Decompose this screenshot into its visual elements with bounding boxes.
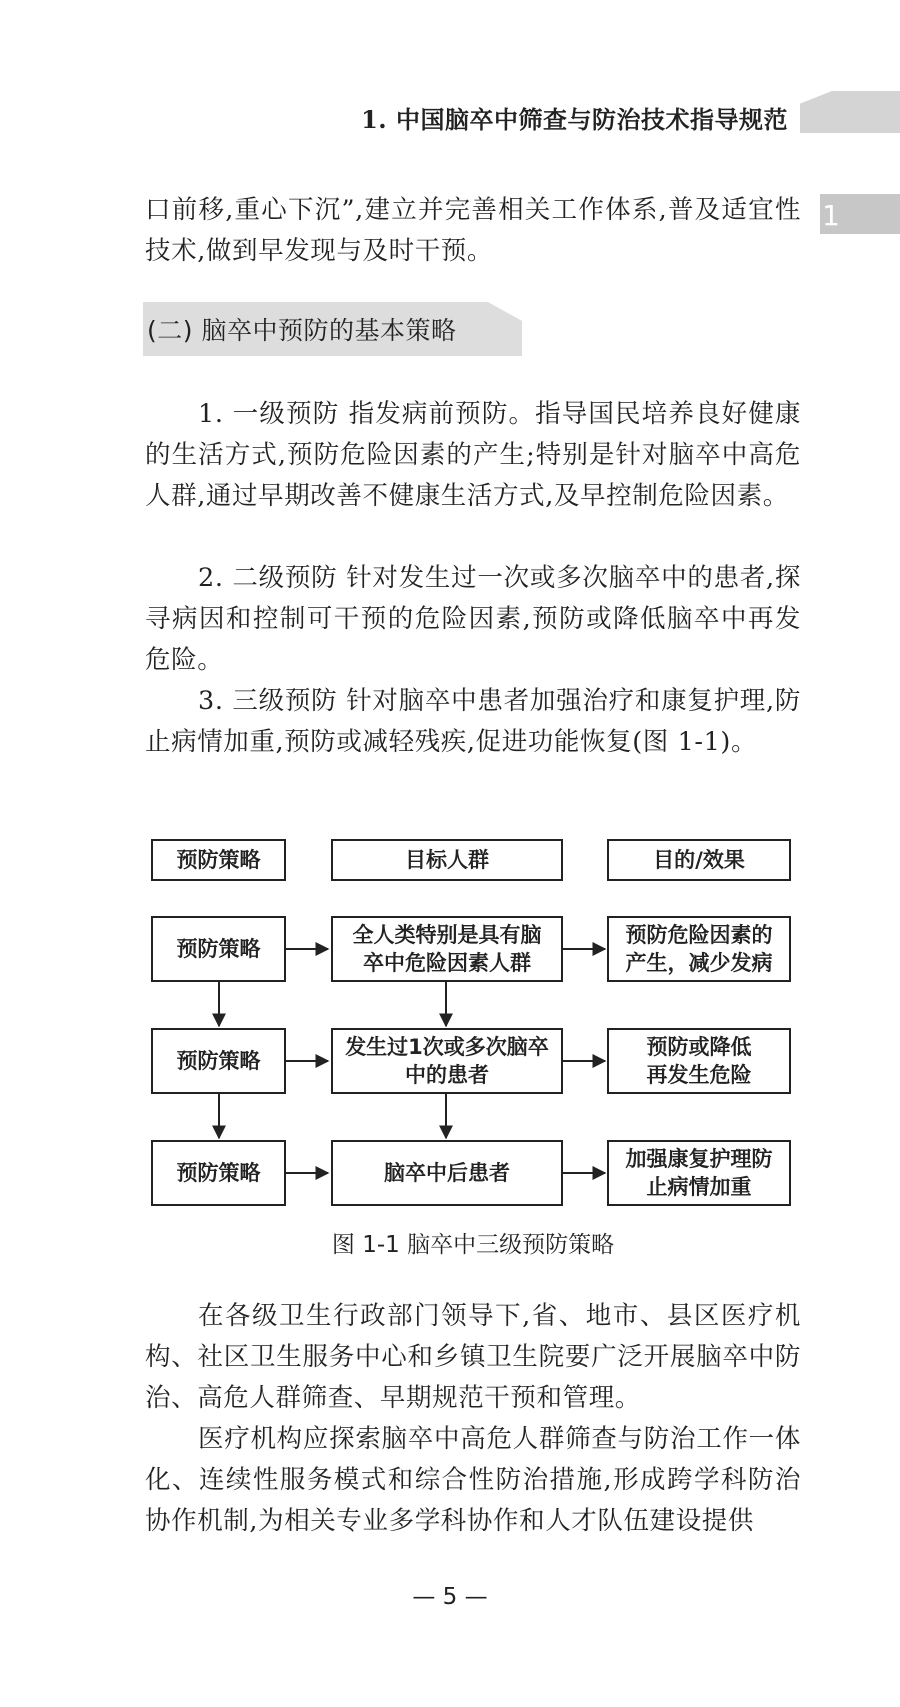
figure-caption: 图 1-1 脑卒中三级预防策略 [331,1232,615,1258]
strategy-box-row2: 预防策略 [151,1028,286,1094]
effect-box-row3: 加强康复护理防止病情加重 [607,1140,791,1206]
header-box-effect: 目的/效果 [607,839,791,881]
effect-box-row2: 预防或降低再发生危险 [607,1028,791,1094]
paragraph-administration: 在各级卫生行政部门领导下,省、地市、县区医疗机构、社区卫生服务中心和乡镇卫生院要广泛开展脑卒中防治、高危人群筛查、早期规范干预和管理。 [145,1301,801,1413]
header-box-strategy: 预防策略 [151,839,286,881]
paragraph-secondary-prevention: 2. 二级预防 针对发生过一次或多次脑卒中的患者,探寻病因和控制可干预的危险因素,预防或降低脑卒中再发危险。 [145,563,801,675]
target-box-row2: 发生过1次或多次脑卒中的患者 [331,1028,563,1094]
chapter-number: 1 [822,199,840,232]
paragraph-primary-prevention: 1. 一级预防 指发病前预防。指导国民培养良好健康的生活方式,预防危险因素的产生;特别是针对脑卒中高危人群,通过早期改善不健康生活方式,及早控制危险因素。 [145,399,801,511]
strategy-box-row3: 预防策略 [151,1140,286,1206]
header-box-target: 目标人群 [331,839,563,881]
paragraph-medical-institutions: 医疗机构应探索脑卒中高危人群筛查与防治工作一体化、连续性服务模式和综合性防治措施,形成跨学科防治协作机制,为相关专业多学科协作和人才队伍建设提供 [145,1424,801,1536]
target-box-row1: 全人类特别是具有脑卒中危险因素人群 [331,916,563,982]
target-box-row3: 脑卒中后患者 [331,1140,563,1206]
intro-paragraph: 口前移,重心下沉”,建立并完善相关工作体系,普及适宜性技术,做到早发现与及时干预。 [145,195,801,266]
section-heading: (二) 脑卒中预防的基本策略 [147,316,457,345]
strategy-box-row1: 预防策略 [151,916,286,982]
page-number: — 5 — [412,1584,488,1610]
paragraph-tertiary-prevention: 3. 三级预防 针对脑卒中患者加强治疗和康复护理,防止病情加重,预防或减轻残疾,促进功能恢复(图 1-1)。 [145,686,801,757]
effect-box-row1: 预防危险因素的产生，减少发病 [607,916,791,982]
running-header-title: 1. 中国脑卒中筛查与防治技术指导规范 [361,105,788,134]
